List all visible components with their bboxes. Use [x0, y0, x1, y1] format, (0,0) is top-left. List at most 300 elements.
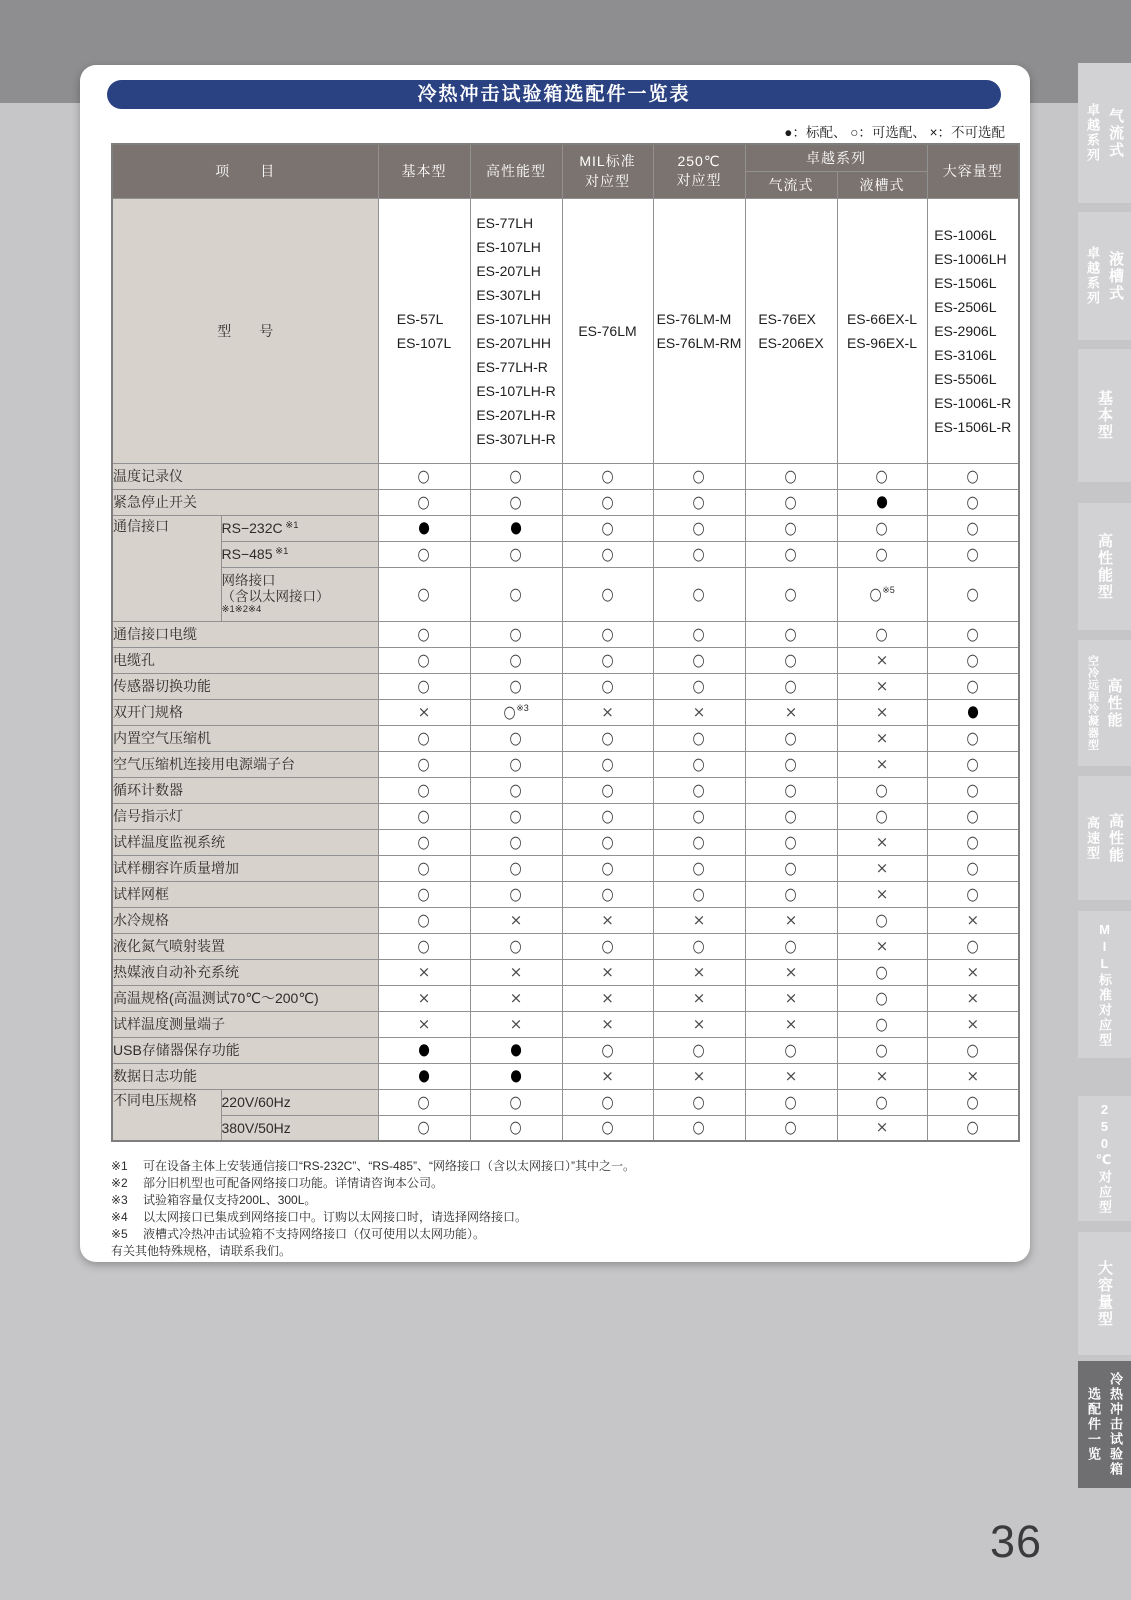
options-table-wrapper — [111, 143, 1020, 1142]
optional-mark-icon: ○ — [784, 675, 798, 696]
availability-cell — [653, 1011, 745, 1037]
availability-cell — [470, 673, 562, 699]
availability-cell — [927, 959, 1019, 985]
row-sub-label: 380V/50Hz — [221, 1115, 378, 1141]
availability-cell — [653, 1063, 745, 1089]
availability-cell — [745, 699, 837, 725]
standard-mark-icon: ● — [418, 1066, 430, 1086]
tab-sub-label: 空冷远程冷凝器型 — [1086, 655, 1099, 751]
not-available-mark-icon: × — [875, 702, 889, 721]
option-row — [112, 803, 1019, 829]
availability-cell — [653, 933, 745, 959]
not-available-mark-icon: × — [692, 1014, 706, 1033]
availability-cell — [470, 751, 562, 777]
optional-mark-icon: ○ — [966, 831, 979, 852]
sidebar-tab-8 — [1078, 1096, 1131, 1221]
option-row — [112, 907, 1019, 933]
availability-cell — [470, 803, 562, 829]
availability-cell — [745, 751, 837, 777]
optional-mark-icon: ○ — [509, 675, 523, 696]
availability-cell — [470, 1063, 562, 1089]
row-label: 数据日志功能 — [112, 1063, 378, 1089]
model-number: ES-76LM-M — [656, 310, 732, 327]
availability-cell — [378, 855, 470, 881]
sidebar-tab-3 — [1078, 349, 1131, 482]
not-available-mark-icon: × — [601, 1014, 614, 1033]
model-number: ES-1006L-R — [934, 394, 1012, 411]
model-number: ES-107L — [396, 334, 452, 351]
availability-cell — [378, 1089, 470, 1115]
availability-cell — [745, 855, 837, 881]
optional-mark-icon: ○ — [692, 753, 706, 774]
header-high-performance: 高性能型 — [470, 144, 562, 198]
optional-mark-icon: ○ — [692, 727, 706, 748]
optional-mark-icon: ○ — [601, 805, 614, 826]
model-number: ES-1506L — [934, 274, 997, 291]
availability-cell — [470, 855, 562, 881]
not-available-mark-icon: × — [509, 988, 523, 1007]
optional-mark-icon: ○ — [692, 491, 706, 512]
optional-mark-icon: ○ — [875, 961, 889, 982]
availability-cell — [927, 515, 1019, 541]
availability-cell — [378, 933, 470, 959]
tab-main-label: 高性能 — [1105, 677, 1123, 729]
footnote-text: 部分旧机型也可配备网络接口功能。详情请咨询本公司。 — [143, 1176, 444, 1190]
footnote-text: 以太网接口已集成到网络接口中。订购以太网接口时，请选择网络接口。 — [143, 1210, 528, 1224]
optional-mark-icon: ○ — [417, 909, 431, 930]
model-list-cell — [837, 198, 927, 463]
not-available-mark-icon: × — [875, 1118, 889, 1137]
option-row — [112, 1089, 1019, 1115]
model-number: ES-207LHH — [476, 334, 552, 351]
optional-mark-icon: ○ — [417, 779, 431, 800]
optional-mark-icon: ○ — [966, 1117, 979, 1138]
option-row — [112, 699, 1019, 725]
availability-cell — [745, 985, 837, 1011]
not-available-mark-icon: × — [509, 962, 523, 981]
option-row — [112, 673, 1019, 699]
model-number: ES-5506L — [934, 370, 997, 387]
optional-mark-icon: ○ — [692, 583, 706, 604]
row-label: 空气压缩机连接用电源端子台 — [112, 751, 378, 777]
availability-cell — [837, 673, 927, 699]
availability-cell — [378, 829, 470, 855]
not-available-mark-icon: × — [692, 962, 706, 981]
optional-mark-icon: ○ — [503, 701, 516, 722]
label-footnote-ref: ※1 — [272, 546, 289, 557]
footnote — [111, 1158, 1031, 1175]
not-available-mark-icon: × — [601, 962, 614, 981]
availability-cell — [562, 803, 653, 829]
footnote — [111, 1175, 1031, 1192]
row-group-label: 通信接口 — [112, 515, 221, 621]
not-available-mark-icon: × — [417, 1014, 431, 1033]
optional-mark-icon: ○ — [601, 1091, 614, 1112]
availability-cell — [745, 621, 837, 647]
availability-cell — [927, 829, 1019, 855]
optional-mark-icon: ○ — [509, 935, 523, 956]
availability-cell — [378, 959, 470, 985]
optional-mark-icon: ○ — [784, 805, 798, 826]
availability-cell — [837, 777, 927, 803]
model-number: ES-1506L-R — [934, 418, 1012, 435]
not-available-mark-icon: × — [417, 988, 431, 1007]
not-available-mark-icon: × — [601, 988, 614, 1007]
row-label: 试样温度测量端子 — [112, 1011, 378, 1037]
availability-cell — [378, 907, 470, 933]
model-number: ES-206EX — [758, 334, 824, 351]
standard-mark-icon: ● — [876, 492, 888, 512]
availability-cell — [653, 621, 745, 647]
optional-mark-icon: ○ — [509, 543, 523, 564]
tab-main-label: 250℃对应型 — [1097, 1102, 1112, 1215]
availability-cell — [378, 647, 470, 673]
availability-cell — [837, 647, 927, 673]
tab-main-label: 高性能 — [1107, 812, 1124, 864]
availability-cell — [653, 489, 745, 515]
availability-cell — [653, 855, 745, 881]
cell-footnote-ref: ※3 — [516, 702, 529, 713]
availability-cell — [470, 621, 562, 647]
row-label: 紧急停止开关 — [112, 489, 378, 515]
availability-cell — [378, 1115, 470, 1141]
not-available-mark-icon: × — [875, 884, 889, 903]
footnote-text: 液槽式冷热冲击试验箱不支持网络接口（仅可使用以太网功能）。 — [143, 1227, 486, 1241]
tab-sub-label: 卓越系列 — [1085, 246, 1100, 306]
availability-cell — [927, 881, 1019, 907]
model-number: ES-57L — [396, 310, 444, 327]
availability-cell — [378, 1063, 470, 1089]
availability-cell — [837, 881, 927, 907]
optional-mark-icon: ○ — [601, 491, 614, 512]
optional-mark-icon: ○ — [417, 543, 431, 564]
availability-cell — [927, 699, 1019, 725]
optional-mark-icon: ○ — [601, 583, 614, 604]
optional-mark-icon: ○ — [966, 649, 979, 670]
availability-cell — [562, 725, 653, 751]
model-number: ES-207LH — [476, 262, 541, 279]
header-basic: 基本型 — [378, 144, 470, 198]
row-sub-label: RS−232C $^{※1}$ — [221, 515, 378, 541]
availability-cell — [562, 1011, 653, 1037]
optional-mark-icon: ○ — [509, 883, 523, 904]
footnote-mark: ※1 — [111, 1159, 128, 1173]
availability-cell — [470, 463, 562, 489]
not-available-mark-icon: × — [601, 910, 614, 929]
standard-mark-icon: ● — [418, 518, 430, 538]
availability-cell — [378, 463, 470, 489]
availability-cell — [562, 933, 653, 959]
not-available-mark-icon: × — [601, 702, 614, 721]
option-row — [112, 985, 1019, 1011]
availability-cell — [837, 1089, 927, 1115]
optional-mark-icon: ○ — [417, 1117, 431, 1138]
model-number: ES-76LM — [578, 322, 637, 339]
availability-cell — [927, 803, 1019, 829]
standard-mark-icon: ● — [966, 702, 979, 722]
model-number: ES-307LH-R — [476, 430, 556, 447]
availability-cell — [837, 1115, 927, 1141]
availability-cell — [653, 515, 745, 541]
availability-cell — [745, 1115, 837, 1141]
optional-mark-icon: ○ — [875, 1091, 889, 1112]
optional-mark-icon: ○ — [784, 935, 798, 956]
not-available-mark-icon: × — [875, 936, 889, 955]
availability-cell — [653, 541, 745, 567]
model-number: ES-107LH-R — [476, 382, 556, 399]
availability-cell — [470, 829, 562, 855]
not-available-mark-icon: × — [875, 832, 889, 851]
not-available-mark-icon: × — [784, 1014, 798, 1033]
availability-cell — [653, 647, 745, 673]
tab-sub-label: 卓越系列 — [1085, 103, 1100, 163]
model-number: ES-1006LH — [934, 250, 1007, 267]
availability-cell — [745, 515, 837, 541]
not-available-mark-icon: × — [966, 1014, 980, 1033]
not-available-mark-icon: × — [784, 988, 798, 1007]
optional-mark-icon: ○ — [601, 543, 614, 564]
optional-mark-icon: ○ — [601, 883, 614, 904]
tab-main-label: 液槽式 — [1107, 250, 1124, 302]
option-row — [112, 1115, 1019, 1141]
model-number-row — [112, 198, 1019, 463]
not-available-mark-icon: × — [966, 988, 980, 1007]
availability-cell — [470, 1037, 562, 1063]
availability-cell — [470, 881, 562, 907]
availability-cell — [562, 855, 653, 881]
optional-mark-icon: ○ — [966, 779, 979, 800]
availability-cell — [927, 1011, 1019, 1037]
optional-mark-icon: ○ — [966, 517, 979, 538]
availability-cell — [470, 959, 562, 985]
availability-cell — [562, 673, 653, 699]
optional-mark-icon: ○ — [692, 543, 706, 564]
availability-cell — [378, 699, 470, 725]
optional-mark-icon: ○ — [966, 805, 979, 826]
footnote — [111, 1226, 1031, 1243]
availability-cell — [837, 1037, 927, 1063]
optional-mark-icon: ○ — [966, 1091, 979, 1112]
option-row — [112, 933, 1019, 959]
model-number: ES-207LH-R — [476, 406, 556, 423]
availability-cell — [470, 541, 562, 567]
option-row — [112, 567, 1019, 621]
optional-mark-icon: ○ — [692, 517, 706, 538]
model-number: ES-77LH — [476, 214, 534, 231]
optional-mark-icon: ○ — [875, 779, 889, 800]
optional-mark-icon: ○ — [509, 623, 523, 644]
optional-mark-icon: ○ — [966, 857, 979, 878]
availability-cell — [837, 725, 927, 751]
row-label: 液化氮气喷射装置 — [112, 933, 378, 959]
availability-cell — [470, 933, 562, 959]
option-row — [112, 1063, 1019, 1089]
model-number: ES-307LH — [476, 286, 541, 303]
tab-main-label: 高性能型 — [1096, 532, 1113, 601]
availability-cell — [378, 673, 470, 699]
optional-mark-icon: ○ — [417, 753, 431, 774]
optional-mark-icon: ○ — [601, 779, 614, 800]
not-available-mark-icon: × — [692, 702, 706, 721]
availability-cell — [927, 489, 1019, 515]
standard-mark-icon: ● — [510, 1066, 522, 1086]
availability-cell — [837, 621, 927, 647]
header-excellence-series: 卓越系列 — [745, 144, 927, 171]
availability-cell — [562, 881, 653, 907]
availability-cell — [745, 933, 837, 959]
not-available-mark-icon: × — [875, 1066, 889, 1085]
availability-cell — [562, 647, 653, 673]
availability-cell — [927, 1063, 1019, 1089]
model-number: ES-2506L — [934, 298, 997, 315]
availability-cell — [653, 1115, 745, 1141]
availability-cell — [745, 725, 837, 751]
optional-mark-icon: ○ — [966, 1039, 979, 1060]
option-row — [112, 621, 1019, 647]
availability-cell — [745, 1089, 837, 1115]
not-available-mark-icon: × — [601, 1066, 614, 1085]
row-sub-label: RS−485 $^{※1}$ — [221, 541, 378, 567]
header-airflow-type: 气流式 — [745, 171, 837, 198]
availability-cell — [562, 489, 653, 515]
availability-cell — [837, 567, 927, 621]
optional-mark-icon: ○ — [509, 805, 523, 826]
optional-mark-icon: ○ — [784, 517, 798, 538]
sidebar-tab-7 — [1078, 911, 1131, 1058]
row-label: 内置空气压缩机 — [112, 725, 378, 751]
optional-mark-icon: ○ — [875, 543, 889, 564]
model-number: ES-76EX — [758, 310, 816, 327]
availability-cell — [378, 541, 470, 567]
availability-cell — [837, 463, 927, 489]
optional-mark-icon: ○ — [692, 831, 706, 852]
optional-mark-icon: ○ — [509, 1091, 523, 1112]
row-label: 试样网框 — [112, 881, 378, 907]
availability-cell — [562, 1063, 653, 1089]
availability-cell — [378, 777, 470, 803]
sidebar-tab-6 — [1078, 776, 1131, 900]
availability-cell — [927, 567, 1019, 621]
availability-cell — [562, 751, 653, 777]
availability-cell — [470, 699, 562, 725]
optional-mark-icon: ○ — [869, 583, 882, 604]
sidebar-index-tabs — [1078, 0, 1131, 1600]
standard-mark-icon: ● — [418, 1040, 430, 1060]
model-number: ES-107LH — [476, 238, 541, 255]
availability-cell — [837, 751, 927, 777]
optional-mark-icon: ○ — [692, 649, 706, 670]
availability-cell — [927, 647, 1019, 673]
availability-cell — [562, 1037, 653, 1063]
tab-sub-label: 选配件一览 — [1086, 1387, 1101, 1462]
availability-cell — [745, 881, 837, 907]
availability-cell — [562, 1115, 653, 1141]
optional-mark-icon: ○ — [509, 465, 523, 486]
not-available-mark-icon: × — [784, 702, 798, 721]
row-label: 电缆孔 — [112, 647, 378, 673]
model-list-cell — [562, 198, 653, 463]
not-available-mark-icon: × — [417, 702, 431, 721]
availability-cell — [745, 673, 837, 699]
optional-mark-icon: ○ — [509, 1117, 523, 1138]
availability-cell — [927, 933, 1019, 959]
optional-mark-icon: ○ — [784, 1117, 798, 1138]
not-available-mark-icon: × — [966, 962, 980, 981]
availability-cell — [562, 777, 653, 803]
availability-cell — [653, 829, 745, 855]
optional-mark-icon: ○ — [601, 857, 614, 878]
availability-cell — [653, 1037, 745, 1063]
availability-cell — [378, 515, 470, 541]
row-label: 信号指示灯 — [112, 803, 378, 829]
optional-mark-icon: ○ — [509, 491, 523, 512]
availability-cell — [837, 933, 927, 959]
tab-main-label: 大容量型 — [1096, 1259, 1113, 1328]
optional-mark-icon: ○ — [692, 675, 706, 696]
optional-mark-icon: ○ — [966, 883, 979, 904]
footnote-mark: ※5 — [111, 1227, 128, 1241]
header-mil: MIL标准 对应型 — [562, 144, 653, 198]
availability-cell — [927, 621, 1019, 647]
availability-cell — [470, 725, 562, 751]
optional-mark-icon: ○ — [966, 543, 979, 564]
optional-mark-icon: ○ — [509, 583, 523, 604]
optional-mark-icon: ○ — [875, 1013, 889, 1034]
tab-main-label: 基本型 — [1096, 390, 1113, 441]
availability-cell — [927, 985, 1019, 1011]
availability-cell — [562, 541, 653, 567]
option-row — [112, 515, 1019, 541]
availability-cell — [927, 725, 1019, 751]
optional-mark-icon: ○ — [692, 805, 706, 826]
optional-mark-icon: ○ — [601, 727, 614, 748]
availability-cell — [470, 907, 562, 933]
availability-cell — [837, 959, 927, 985]
model-list-cell — [745, 198, 837, 463]
optional-mark-icon: ○ — [784, 831, 798, 852]
availability-cell — [562, 463, 653, 489]
symbol-legend: ●：标配、 ○：可选配、 ×：不可选配 — [784, 125, 1005, 140]
model-row-label: 型 号 — [112, 198, 378, 463]
option-row — [112, 777, 1019, 803]
sidebar-tab-5 — [1078, 640, 1131, 766]
row-label: 水冷规格 — [112, 907, 378, 933]
optional-mark-icon: ○ — [417, 1091, 431, 1112]
availability-cell — [745, 803, 837, 829]
row-label: 热媒液自动补充系统 — [112, 959, 378, 985]
availability-cell — [653, 881, 745, 907]
availability-cell — [653, 959, 745, 985]
tab-sub-label: 高速型 — [1085, 815, 1100, 861]
footnote-text: 有关其他特殊规格，请联系我们。 — [111, 1244, 292, 1258]
model-list-cell — [470, 198, 562, 463]
row-sub-label: 220V/60Hz — [221, 1089, 378, 1115]
model-number: ES-76LM-RM — [656, 334, 742, 351]
optional-mark-icon: ○ — [966, 935, 979, 956]
availability-cell — [745, 1063, 837, 1089]
optional-mark-icon: ○ — [601, 831, 614, 852]
optional-mark-icon: ○ — [601, 935, 614, 956]
optional-mark-icon: ○ — [417, 623, 431, 644]
sidebar-tab-10 — [1078, 1361, 1131, 1488]
availability-cell — [837, 1011, 927, 1037]
optional-mark-icon: ○ — [784, 857, 798, 878]
availability-cell — [745, 489, 837, 515]
optional-mark-icon: ○ — [601, 753, 614, 774]
row-sub-label: 网络接口 （含以太网接口） ※1※2※4 — [221, 567, 378, 621]
row-label: 温度记录仪 — [112, 463, 378, 489]
optional-mark-icon: ○ — [966, 623, 979, 644]
